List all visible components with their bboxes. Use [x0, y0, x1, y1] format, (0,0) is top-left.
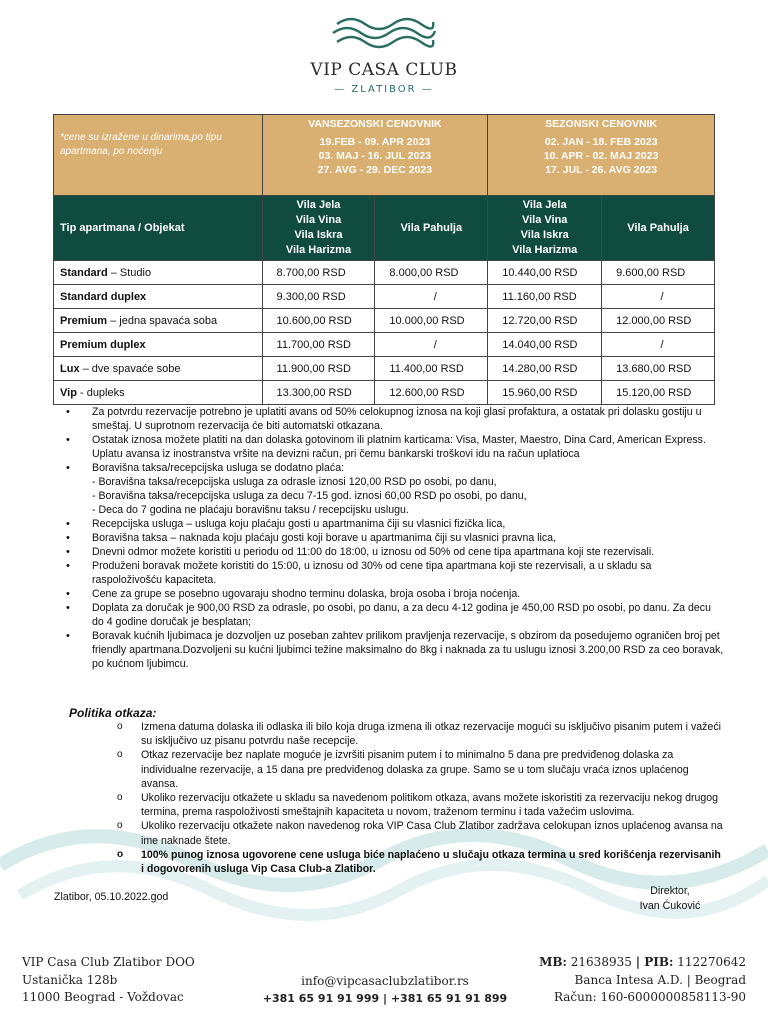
list-item: • Za potvrdu rezervacije potrebno je uplatiti avans od 50% celokupnog iznosa na koji glasi profaktura, a ostatak pri dolasku gostiju u smeštaj. U suprotnom rezervacija će biti automatski otkazana.	[64, 405, 724, 433]
pib-label: PIB:	[644, 955, 674, 969]
offseason-title: VANSEZONSKI CENOVNIK	[308, 118, 442, 130]
list-item: • Boravak kućnih ljubimaca je dozvoljen uz poseban zahtev prilikom pravljenja rezervacije, s obzirom da posedujemo ograničen broj pet friendly apartmana.Dozvoljeni su kućni ljubimci težine maksimalno do 8kg i naknada za tu uslugu iznosi 3.200,00 RSD za ceo boravak, po kućnom ljubimcu.	[64, 629, 724, 671]
logo-subtitle: — ZLATIBOR —	[334, 84, 434, 95]
apartment-type	[54, 357, 263, 381]
list-item: o Ukoliko rezervaciju otkažete u skladu sa navedenom politikom otkaza, avans možete iskoristiti za rezervaciju nekog drugog termina, prema raspoloživosti smeštajnih kapaciteta u novom, traženom terminu i tada važećim uslovima.	[117, 791, 723, 819]
offseason-date: 19.FEB - 09. APR 2023	[319, 136, 431, 148]
list-item: • Ostatak iznosa možete platiti na dan dolaska gotovinom ili platnim karticama: Visa, Master, Maestro, Dina Card, American Express. Uplatu avansa iz inostranstva vršite na devizni račun, pri čemu bankarski troškovi idu na račun uplatioca	[64, 433, 724, 461]
price-cell: /	[602, 285, 715, 309]
tax-intro: • Boravišna taksa/recepcijska usluga se dodatno plaća:	[92, 462, 345, 474]
apartment-type-name: Vip	[60, 386, 77, 399]
tax-line: - Boravišna taksa/recepcijska usluga za odrasle iznosi 120,00 RSD po osobi, po danu,	[92, 476, 497, 488]
price-cell: 12.720,00 RSD	[488, 309, 602, 333]
apartment-type-name: Premium	[60, 314, 108, 327]
price-cell: /	[375, 285, 488, 309]
director-name: Ivan Ćuković	[639, 900, 701, 912]
apartment-type	[54, 333, 263, 357]
price-cell: 8.700,00 RSD	[262, 261, 375, 285]
villa-name: Vila Jela	[522, 199, 567, 211]
list-item: o Ukoliko rezervaciju otkažete nakon navedenog roka VIP Casa Club Zlatibor zadržava celokupan iznos uplaćenog avansa na ime naknade štete.	[117, 819, 723, 847]
price-cell: 13.680,00 RSD	[602, 357, 715, 381]
apartment-type-detail: – Studio	[107, 266, 152, 279]
footer-company	[22, 954, 195, 1007]
villa-name: Vila Vina	[521, 214, 568, 226]
price-cell: 10.000,00 RSD	[375, 309, 488, 333]
policy-title: Politika otkaza:	[69, 706, 157, 720]
price-cell: 9.300,00 RSD	[262, 285, 375, 309]
price-cell: 11.700,00 RSD	[262, 333, 375, 357]
table-header-columns	[54, 196, 715, 261]
apartment-type-name: Standard duplex	[60, 290, 147, 303]
table-row	[54, 357, 715, 381]
apartment-type-detail: - dupleks	[76, 386, 125, 399]
offseason-date: 27. AVG - 29. DEC 2023	[317, 164, 433, 176]
price-cell: 11.400,00 RSD	[375, 357, 488, 381]
policy-list	[117, 720, 723, 876]
table-header-periods	[54, 115, 715, 196]
pahulja-header: Vila Pahulja	[602, 196, 715, 261]
villas-header	[488, 196, 602, 261]
apartment-type	[54, 261, 263, 285]
price-cell: 10.600,00 RSD	[262, 309, 375, 333]
table-row	[54, 309, 715, 333]
price-note: *cene su izražene u dinarima,po tipu apartmana, po noćenju	[54, 115, 263, 196]
logo	[0, 14, 768, 95]
villas-header	[262, 196, 375, 261]
phone-numbers[interactable]: +381 65 91 91 999 | +381 65 91 91 899	[262, 992, 508, 1005]
pahulja-header: Vila Pahulja	[375, 196, 488, 261]
waves-logo-icon	[329, 14, 439, 50]
villa-name: Vila Harizma	[285, 244, 352, 256]
company-name: VIP Casa Club Zlatibor DOO	[22, 955, 195, 969]
bank-name: Banca Intesa A.D. | Beograd	[574, 972, 746, 987]
offseason-date: 03. MAJ - 16. JUL 2023	[318, 150, 432, 162]
mb-value: 21638935	[570, 955, 632, 969]
bank-account: Račun: 160-6000000858113-90	[553, 990, 746, 1004]
footer-contact	[250, 972, 520, 1008]
mb-label: MB:	[539, 955, 567, 969]
price-cell: 15.960,00 RSD	[488, 381, 602, 405]
apartment-type-name: Lux	[60, 362, 80, 375]
email-link[interactable]: info@vipcasaclubzlatibor.rs	[301, 974, 469, 988]
list-item: o Izmena datuma dolaska ili odlaska ili bilo koja druga izmena ili otkaz rezervacije mogući su isključivo pisanim putem i važeći su isključivo uz pisanu potvrdu naše recepcije.	[117, 720, 723, 748]
villa-name: Vila Jela	[296, 199, 341, 211]
document-date: Zlatibor, 05.10.2022.god	[54, 891, 169, 903]
villa-name: Vila Harizma	[512, 244, 578, 256]
table-row	[54, 381, 715, 405]
price-cell: 12.600,00 RSD	[375, 381, 488, 405]
price-cell: 10.440,00 RSD	[488, 261, 602, 285]
price-cell: 15.120,00 RSD	[602, 381, 715, 405]
apartment-type	[54, 285, 263, 309]
company-city: 11000 Beograd - Voždovac	[22, 990, 184, 1004]
apartment-type-detail: – jedna spavaća soba	[107, 314, 218, 327]
apartment-type-name: Standard	[60, 266, 108, 279]
table-row	[54, 333, 715, 357]
apartment-type-detail: – dve spavaće sobe	[79, 362, 181, 375]
season-header	[488, 115, 715, 196]
price-cell: 14.280,00 RSD	[488, 357, 602, 381]
season-title: SEZONSKI CENOVNIK	[545, 118, 658, 130]
director-signature	[620, 884, 720, 914]
price-cell: 9.600,00 RSD	[602, 261, 715, 285]
footer-bank	[539, 954, 746, 1007]
rules-list	[64, 405, 724, 671]
company-street: Ustanička 128b	[22, 972, 118, 987]
list-item: • Dnevni odmor možete koristiti u periodu od 11:00 do 18:00, u iznosu od 50% od cene tipa apartmana koji ste rezervisali.	[64, 545, 724, 559]
apartment-type	[54, 381, 263, 405]
table-row	[54, 285, 715, 309]
price-cell: /	[602, 333, 715, 357]
apartment-type	[54, 309, 263, 333]
list-item: • Doplata za doručak je 900,00 RSD za odrasle, po osobi, po danu, a za decu 4-12 godina je 450,00 RSD po osobi, po danu. Za decu do 4 godine doručak je besplatan;	[64, 601, 724, 629]
list-item: o Otkaz rezervacije bez naplate moguće je izvršiti pisanim putem i to minimalno 5 dana pre predviđenog dolaska za individualne rezervacije, a 15 dana pre predviđenog dolaska za grupe. Samo se u tom slučaju vraća iznos uplaćenog avansa.	[117, 748, 723, 791]
season-date: 17. JUL - 26. AVG 2023	[545, 164, 658, 176]
type-header: Tip apartmana / Objekat	[54, 196, 263, 261]
price-table	[53, 114, 715, 405]
director-role: Direktor,	[650, 885, 690, 897]
tax-line: - Deca do 7 godina ne plaćaju boravišnu taksu / recepcijsku uslugu.	[92, 504, 409, 516]
price-cell: 12.000,00 RSD	[602, 309, 715, 333]
price-cell: /	[375, 333, 488, 357]
list-item: • Cene za grupe se posebno ugovaraju shodno terminu dolaska, broja osoba i broja noćenja.	[64, 587, 724, 601]
offseason-header	[262, 115, 488, 196]
list-item: • Recepcijska usluga – usluga koju plaćaju gosti u apartmanima čiji su vlasnici fizička lica,	[64, 517, 724, 531]
logo-name: VIP CASA CLUB	[310, 60, 458, 80]
list-item	[64, 461, 724, 517]
villa-name: Vila Vina	[295, 214, 342, 226]
price-cell: 14.040,00 RSD	[488, 333, 602, 357]
villa-name: Vila Iskra	[520, 229, 569, 241]
price-cell: 11.160,00 RSD	[488, 285, 602, 309]
list-item: o 100% punog iznosa ugovorene cene usluga biće naplaćeno u slučaju otkaza termina u sred korišćenja rezervisanih i dogovorenih usluga Vip Casa Club-a Zlatibor.	[117, 848, 723, 876]
season-date: 10. APR - 02. MAJ 2023	[543, 150, 659, 162]
season-date: 02. JAN - 18. FEB 2023	[544, 136, 658, 148]
list-item: • Boravišna taksa – naknada koju plaćaju gosti koji borave u apartmanima čiji su vlasnici pravna lica,	[64, 531, 724, 545]
list-item: • Produženi boravak možete koristiti do 15:00, u iznosu od 30% od cene tipa apartmana koji ste rezervisali, a u skladu sa raspoloživošću kapaciteta.	[64, 559, 724, 587]
price-cell: 11.900,00 RSD	[262, 357, 375, 381]
tax-line: - Boravišna taksa/recepcijska usluga za decu 7-15 god. iznosi 60,00 RSD po osobi, po danu,	[92, 490, 527, 502]
pib-value: 112270642	[677, 955, 746, 969]
apartment-type-name: Premium duplex	[60, 338, 146, 351]
table-row	[54, 261, 715, 285]
registration-numbers: MB: 21638935 | PIB: 112270642	[539, 955, 746, 969]
price-cell: 8.000,00 RSD	[375, 261, 488, 285]
price-cell: 13.300,00 RSD	[262, 381, 375, 405]
villa-name: Vila Iskra	[294, 229, 343, 241]
